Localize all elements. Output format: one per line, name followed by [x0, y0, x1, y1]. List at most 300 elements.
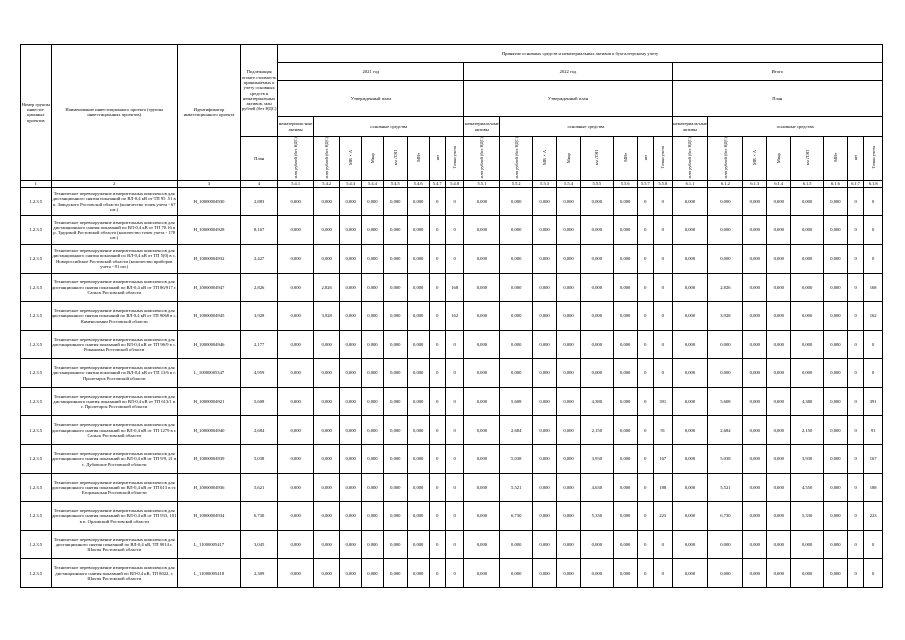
value-cell: 0,000: [500, 244, 533, 273]
index-cell: 2: [51, 180, 177, 187]
value-cell: 0,000: [743, 273, 767, 302]
value-cell: 0,000: [314, 244, 340, 273]
value-cell: 4,380: [791, 387, 824, 416]
value-cell: 0: [654, 216, 673, 245]
header-plan-total: План: [672, 81, 882, 117]
value-cell: 5,521: [708, 473, 743, 502]
value-cell: 0,000: [278, 359, 314, 388]
value-cell: 0,000: [743, 359, 767, 388]
index-cell: 5.4.7: [429, 180, 445, 187]
value-cell: 0,000: [533, 445, 557, 474]
table-row: [21, 273, 883, 302]
group-number-cell: 1.2.3.5: [21, 216, 52, 245]
value-cell: 0,000: [278, 387, 314, 416]
value-cell: 0: [445, 445, 464, 474]
value-cell: 0,000: [362, 187, 384, 216]
value-cell: 0,000: [383, 216, 407, 245]
value-cell: 0,000: [362, 387, 384, 416]
value-cell: 0,000: [613, 216, 637, 245]
value-cell: 0,000: [278, 445, 314, 474]
value-cell: 0,000: [791, 244, 824, 273]
planned-value-cell: 2,177: [241, 330, 278, 359]
value-cell: 0: [429, 473, 445, 502]
value-cell: 0: [637, 302, 653, 331]
value-cell: 0,000: [791, 273, 824, 302]
value-cell: 0,000: [557, 330, 581, 359]
value-cell: 0,000: [672, 473, 708, 502]
value-cell: 0,000: [533, 302, 557, 331]
project-id-cell: H_10000004930: [177, 187, 240, 216]
header-sub-label-text: МВ×А: [542, 150, 548, 166]
planned-value-cell: 5,608: [241, 387, 278, 416]
value-cell: 2,826: [708, 273, 743, 302]
value-cell: 0,000: [557, 244, 581, 273]
value-cell: 0,000: [743, 187, 767, 216]
group-number-cell: 1.2.3.5: [21, 559, 52, 588]
value-cell: 0: [429, 559, 445, 588]
header-sub-label: [654, 137, 673, 181]
value-cell: 0: [654, 244, 673, 273]
value-cell: 0: [847, 187, 863, 216]
index-cell: 4: [241, 180, 278, 187]
value-cell: 0,000: [557, 216, 581, 245]
header-sub-label: [500, 137, 533, 181]
value-cell: 0: [864, 330, 883, 359]
header-sub-label-text: Мвар: [565, 152, 571, 163]
value-cell: 0,000: [383, 244, 407, 273]
value-cell: 0,000: [500, 330, 533, 359]
project-id-cell: H_10000004936: [177, 473, 240, 502]
value-cell: 3,930: [581, 445, 614, 474]
value-cell: 0,000: [672, 187, 708, 216]
value-cell: 0,000: [383, 330, 407, 359]
project-name-cell: Техническое перевооружение измерительных комплексов для дистанционного снятия показаний по ВЛ-0,4 кВ от ТП 70.16 в р. Трудовой Ростовской области (количество точек учета - 178 шт.): [51, 216, 177, 245]
value-cell: 0,000: [314, 359, 340, 388]
header-sub-label-text: Точки учета: [870, 146, 876, 169]
value-cell: 5,038: [708, 445, 743, 474]
value-cell: 0,000: [340, 559, 362, 588]
value-cell: 0,000: [383, 473, 407, 502]
value-cell: 162: [445, 302, 464, 331]
project-id-cell: H_10000004932: [177, 244, 240, 273]
project-name-cell: Техническое перевооружение измерительных комплексов для дистанционного снятия показаний по ВЛ-0,4 кВ от ТП 5(0) в с. Новороссийское Ростовской области (количество приборов учета - 91 шт.): [51, 244, 177, 273]
header-sub-label-text: млн рублей (без НДС): [513, 137, 519, 179]
value-cell: 0: [429, 359, 445, 388]
value-cell: 0,000: [708, 559, 743, 588]
value-cell: 0,000: [533, 273, 557, 302]
value-cell: 0,000: [464, 445, 500, 474]
value-cell: 0,000: [464, 530, 500, 559]
value-cell: 0,000: [407, 502, 429, 531]
value-cell: 91: [654, 416, 673, 445]
value-cell: 0,000: [613, 416, 637, 445]
value-cell: 0: [654, 273, 673, 302]
planned-value-cell: 2,427: [241, 244, 278, 273]
value-cell: 0,000: [708, 187, 743, 216]
table-row: [21, 416, 883, 445]
project-name-cell: Техническое перевооружение измерительных комплексов для дистанционного снятия показаний по ВЛ-0,4 кВ от ТП 933, 101 в п. Орловский Ростовской области: [51, 502, 177, 531]
value-cell: 0,000: [362, 530, 384, 559]
table-row: [21, 502, 883, 531]
value-cell: 0,000: [743, 416, 767, 445]
value-cell: 0,000: [464, 416, 500, 445]
value-cell: 0,000: [383, 530, 407, 559]
value-cell: 0,000: [557, 502, 581, 531]
header-planned-value: Подлежащая оплате стоимость принимаемых к учету основных средств и нематериальных активов, млн рублей (без НДС): [241, 45, 278, 137]
value-cell: 168: [445, 273, 464, 302]
value-cell: 0,000: [464, 302, 500, 331]
value-cell: 0,000: [362, 216, 384, 245]
header-sub-label: [743, 137, 767, 181]
group-number-cell: 1.2.3.5: [21, 273, 52, 302]
value-cell: 0: [429, 330, 445, 359]
value-cell: 3,928: [708, 302, 743, 331]
value-cell: 0,000: [823, 473, 847, 502]
value-cell: 0: [847, 416, 863, 445]
planned-value-cell: 5,038: [241, 445, 278, 474]
value-cell: 5,330: [791, 502, 824, 531]
header-sub-label-text: км ЛЭП: [594, 150, 600, 166]
value-cell: 0,000: [743, 559, 767, 588]
value-cell: 0,000: [613, 530, 637, 559]
value-cell: 0,000: [743, 502, 767, 531]
header-sub-label-text: км ЛЭП: [804, 150, 810, 166]
value-cell: 0,000: [362, 330, 384, 359]
index-cell: 5.4.4: [362, 180, 384, 187]
value-cell: 0,000: [823, 273, 847, 302]
header-sub-label-text: млн рублей (без НДС): [479, 137, 485, 179]
header-project-id: Идентификатор инвестиционного проекта: [177, 45, 240, 181]
value-cell: 0,000: [362, 273, 384, 302]
value-cell: 0,000: [383, 445, 407, 474]
index-cell: 5.4.2: [314, 180, 340, 187]
value-cell: 0: [864, 359, 883, 388]
index-cell: 6.1.5: [791, 180, 824, 187]
value-cell: 0,000: [278, 216, 314, 245]
investment-table: [20, 44, 883, 588]
value-cell: 2,150: [791, 416, 824, 445]
value-cell: 0,000: [383, 187, 407, 216]
value-cell: 0,000: [340, 330, 362, 359]
header-top-group: Принятие основных средств и нематериальных активов к бухгалтерскому учету: [278, 45, 883, 63]
header-plan: План: [241, 137, 278, 181]
value-cell: 0,000: [743, 445, 767, 474]
value-cell: 0: [847, 559, 863, 588]
value-cell: 0: [847, 530, 863, 559]
value-cell: 0: [637, 216, 653, 245]
planned-value-cell: 3,045: [241, 530, 278, 559]
value-cell: 0,000: [383, 273, 407, 302]
header-sub-label-text: МВт: [832, 153, 838, 163]
value-cell: 4,550: [791, 473, 824, 502]
value-cell: 0: [445, 330, 464, 359]
project-name-cell: Техническое перевооружение измерительных комплексов для дистанционного снятия показаний по ВЛ-0,4 кВ от ТП 613 в ст. Егорлыкская Ростовской области: [51, 473, 177, 502]
header-sub-label-text: млн рублей (без НДС): [687, 137, 693, 179]
project-name-cell: Техническое перевооружение измерительных комплексов для дистанционного снятия показаний по ВЛ-0,4 кВ от ТП 95 .51 в п. Заводского Ростовской области (количество точек учета - 67 шт.): [51, 187, 177, 216]
index-cell: 5.5.8: [654, 180, 673, 187]
value-cell: 0: [445, 530, 464, 559]
value-cell: 0: [654, 302, 673, 331]
value-cell: 0: [445, 502, 464, 531]
header-sub-label: [823, 137, 847, 181]
table-row: [21, 387, 883, 416]
value-cell: 0,000: [340, 187, 362, 216]
value-cell: 0: [847, 359, 863, 388]
index-cell: 5.4.6: [407, 180, 429, 187]
project-id-cell: H_10000004946: [177, 330, 240, 359]
value-cell: 167: [864, 445, 883, 474]
value-cell: 4,630: [581, 473, 614, 502]
value-cell: 0,000: [314, 330, 340, 359]
value-cell: 6,730: [708, 502, 743, 531]
value-cell: 0,000: [407, 530, 429, 559]
value-cell: 2,150: [581, 416, 614, 445]
index-cell: 5.5.6: [613, 180, 637, 187]
value-cell: 0,000: [314, 473, 340, 502]
value-cell: 0: [847, 502, 863, 531]
index-cell: 6.1.6: [823, 180, 847, 187]
value-cell: 0: [637, 273, 653, 302]
value-cell: 0,000: [557, 416, 581, 445]
value-cell: 0,000: [767, 244, 791, 273]
index-cell: 5.5.2: [500, 180, 533, 187]
project-id-cell: H_10000004934: [177, 502, 240, 531]
value-cell: 0,000: [557, 187, 581, 216]
project-name-cell: Техническое перевооружение измерительных комплексов для дистанционного снятия показаний по ВЛ-0,4 кВ от ТП 1279 в г. Сальск Ростовской области: [51, 416, 177, 445]
value-cell: 0,000: [672, 530, 708, 559]
value-cell: 0,000: [500, 187, 533, 216]
header-sub-label: [708, 137, 743, 181]
value-cell: 0,000: [767, 502, 791, 531]
value-cell: 0,000: [314, 502, 340, 531]
value-cell: 2,826: [314, 273, 340, 302]
value-cell: 0,000: [464, 273, 500, 302]
value-cell: 0,000: [383, 302, 407, 331]
value-cell: 0,000: [823, 359, 847, 388]
value-cell: 0,000: [767, 473, 791, 502]
planned-value-cell: 2,883: [241, 187, 278, 216]
value-cell: 0,000: [672, 559, 708, 588]
header-sub-label: [581, 137, 614, 181]
value-cell: 391: [654, 387, 673, 416]
header-project-name: Наименование инвестиционного проекта (группы инвестиционных проектов): [51, 45, 177, 181]
value-cell: 0,000: [464, 502, 500, 531]
value-cell: 0,000: [581, 359, 614, 388]
value-cell: 0,000: [407, 330, 429, 359]
project-id-cell: H_10000004928: [177, 216, 240, 245]
value-cell: 0,000: [672, 216, 708, 245]
planned-value-cell: 5,621: [241, 473, 278, 502]
value-cell: 0,000: [743, 302, 767, 331]
value-cell: 0,000: [533, 473, 557, 502]
value-cell: 0: [445, 559, 464, 588]
value-cell: 391: [864, 387, 883, 416]
value-cell: 0,000: [533, 216, 557, 245]
value-cell: 0,000: [383, 359, 407, 388]
header-sub-label: [278, 137, 314, 181]
value-cell: 0,000: [581, 244, 614, 273]
value-cell: 0: [445, 387, 464, 416]
header-fixed-assets-2022: основные средства: [500, 117, 672, 137]
value-cell: 0,000: [823, 416, 847, 445]
value-cell: 0,000: [557, 273, 581, 302]
value-cell: 0,000: [557, 473, 581, 502]
value-cell: 0: [445, 244, 464, 273]
header-sub-label-text: Мвар: [369, 152, 375, 163]
group-number-cell: 1.2.3.5: [21, 416, 52, 445]
index-cell: 6.1.8: [864, 180, 883, 187]
value-cell: 5,608: [500, 387, 533, 416]
value-cell: 0: [637, 502, 653, 531]
value-cell: 0,000: [464, 387, 500, 416]
header-year-2021: 2021 год: [278, 63, 464, 81]
index-cell: 5.4.3: [340, 180, 362, 187]
value-cell: 0,000: [407, 273, 429, 302]
project-id-cell: L_11000005418: [177, 559, 240, 588]
value-cell: 0: [637, 530, 653, 559]
header-sub-label: [791, 137, 824, 181]
value-cell: 0: [445, 187, 464, 216]
value-cell: 0,000: [767, 330, 791, 359]
value-cell: 0,000: [613, 502, 637, 531]
header-sub-label: [637, 137, 653, 181]
value-cell: 0,000: [533, 559, 557, 588]
planned-value-cell: 2,826: [241, 273, 278, 302]
group-number-cell: 1.2.3.5: [21, 445, 52, 474]
table-row: [21, 473, 883, 502]
value-cell: 0,000: [743, 244, 767, 273]
value-cell: 0,000: [500, 530, 533, 559]
value-cell: 0,000: [340, 216, 362, 245]
value-cell: 0,000: [557, 445, 581, 474]
group-number-cell: 1.2.3.5: [21, 244, 52, 273]
value-cell: 0,000: [407, 359, 429, 388]
value-cell: 0,000: [340, 416, 362, 445]
value-cell: 0,000: [314, 387, 340, 416]
value-cell: 0,000: [581, 273, 614, 302]
index-cell: 5.5.3: [533, 180, 557, 187]
table-row: [21, 244, 883, 273]
value-cell: 0: [847, 302, 863, 331]
header-sub-label: [864, 137, 883, 181]
index-cell: 1: [21, 180, 52, 187]
value-cell: 0,000: [464, 559, 500, 588]
value-cell: 223: [654, 502, 673, 531]
value-cell: 0,000: [581, 530, 614, 559]
header-sub-label: [672, 137, 708, 181]
value-cell: 2,684: [708, 416, 743, 445]
table-row: [21, 445, 883, 474]
value-cell: 0,000: [823, 502, 847, 531]
header-intangible-2021: нематериаль-ные активы: [278, 117, 314, 137]
value-cell: 0,000: [278, 302, 314, 331]
value-cell: 0,000: [613, 302, 637, 331]
value-cell: 0,000: [823, 387, 847, 416]
value-cell: 0,000: [767, 187, 791, 216]
value-cell: 0,000: [743, 387, 767, 416]
value-cell: 0: [637, 445, 653, 474]
value-cell: 0,000: [464, 187, 500, 216]
value-cell: 0,000: [743, 330, 767, 359]
header-sub-label-text: МВ×А: [348, 150, 354, 166]
value-cell: 0,000: [581, 330, 614, 359]
value-cell: 162: [864, 302, 883, 331]
index-cell: 3: [177, 180, 240, 187]
value-cell: 0,000: [791, 330, 824, 359]
value-cell: 0: [429, 502, 445, 531]
value-cell: 0,000: [500, 216, 533, 245]
header-intangible-total: нематериаль-ные активы: [672, 117, 708, 137]
value-cell: 0,000: [500, 302, 533, 331]
value-cell: 5,608: [708, 387, 743, 416]
value-cell: 0,000: [340, 502, 362, 531]
index-cell: 5.4.8: [445, 180, 464, 187]
value-cell: 0,000: [278, 473, 314, 502]
value-cell: 0,000: [340, 244, 362, 273]
value-cell: 91: [864, 416, 883, 445]
value-cell: 0,000: [340, 387, 362, 416]
value-cell: 0: [654, 359, 673, 388]
value-cell: 0,000: [767, 416, 791, 445]
value-cell: 0,000: [823, 244, 847, 273]
planned-value-cell: 2,309: [241, 559, 278, 588]
value-cell: 0: [864, 187, 883, 216]
planned-value-cell: 6,730: [241, 502, 278, 531]
index-cell: 5.4.5: [383, 180, 407, 187]
value-cell: 0,000: [407, 416, 429, 445]
index-cell: 6.1.2: [708, 180, 743, 187]
header-year-total: Итого: [672, 63, 882, 81]
value-cell: 0,000: [767, 530, 791, 559]
header-sub-label-text: км ЛЭП: [392, 150, 398, 166]
value-cell: 0: [847, 273, 863, 302]
value-cell: 0: [864, 216, 883, 245]
value-cell: 0,000: [383, 416, 407, 445]
header-sub-label: [429, 137, 445, 181]
value-cell: 0,000: [407, 559, 429, 588]
header-sub-label-text: МВ×А: [752, 150, 758, 166]
value-cell: 0: [445, 416, 464, 445]
value-cell: 0,000: [383, 387, 407, 416]
value-cell: 0,000: [362, 473, 384, 502]
value-cell: 0,000: [613, 387, 637, 416]
value-cell: 0,000: [743, 473, 767, 502]
value-cell: 0,000: [767, 216, 791, 245]
value-cell: 0,000: [672, 273, 708, 302]
value-cell: 0,000: [278, 416, 314, 445]
header-sub-label: [445, 137, 464, 181]
value-cell: 0: [429, 445, 445, 474]
table-row: [21, 302, 883, 331]
index-cell: 5.5.4: [557, 180, 581, 187]
value-cell: 0,000: [672, 445, 708, 474]
value-cell: 0,000: [464, 216, 500, 245]
value-cell: 0,000: [791, 187, 824, 216]
value-cell: 0,000: [533, 387, 557, 416]
value-cell: 0,000: [464, 359, 500, 388]
header-sub-label-text: млн рублей (без НДС): [293, 137, 299, 179]
value-cell: 0: [654, 187, 673, 216]
value-cell: 0,000: [708, 244, 743, 273]
value-cell: 0: [429, 216, 445, 245]
value-cell: 0,000: [791, 216, 824, 245]
value-cell: 0: [429, 387, 445, 416]
value-cell: 0: [637, 559, 653, 588]
header-sub-label-text: Точки учета: [660, 146, 666, 169]
table-row: [21, 559, 883, 588]
value-cell: 0,000: [613, 559, 637, 588]
project-id-cell: H_10000004939: [177, 445, 240, 474]
